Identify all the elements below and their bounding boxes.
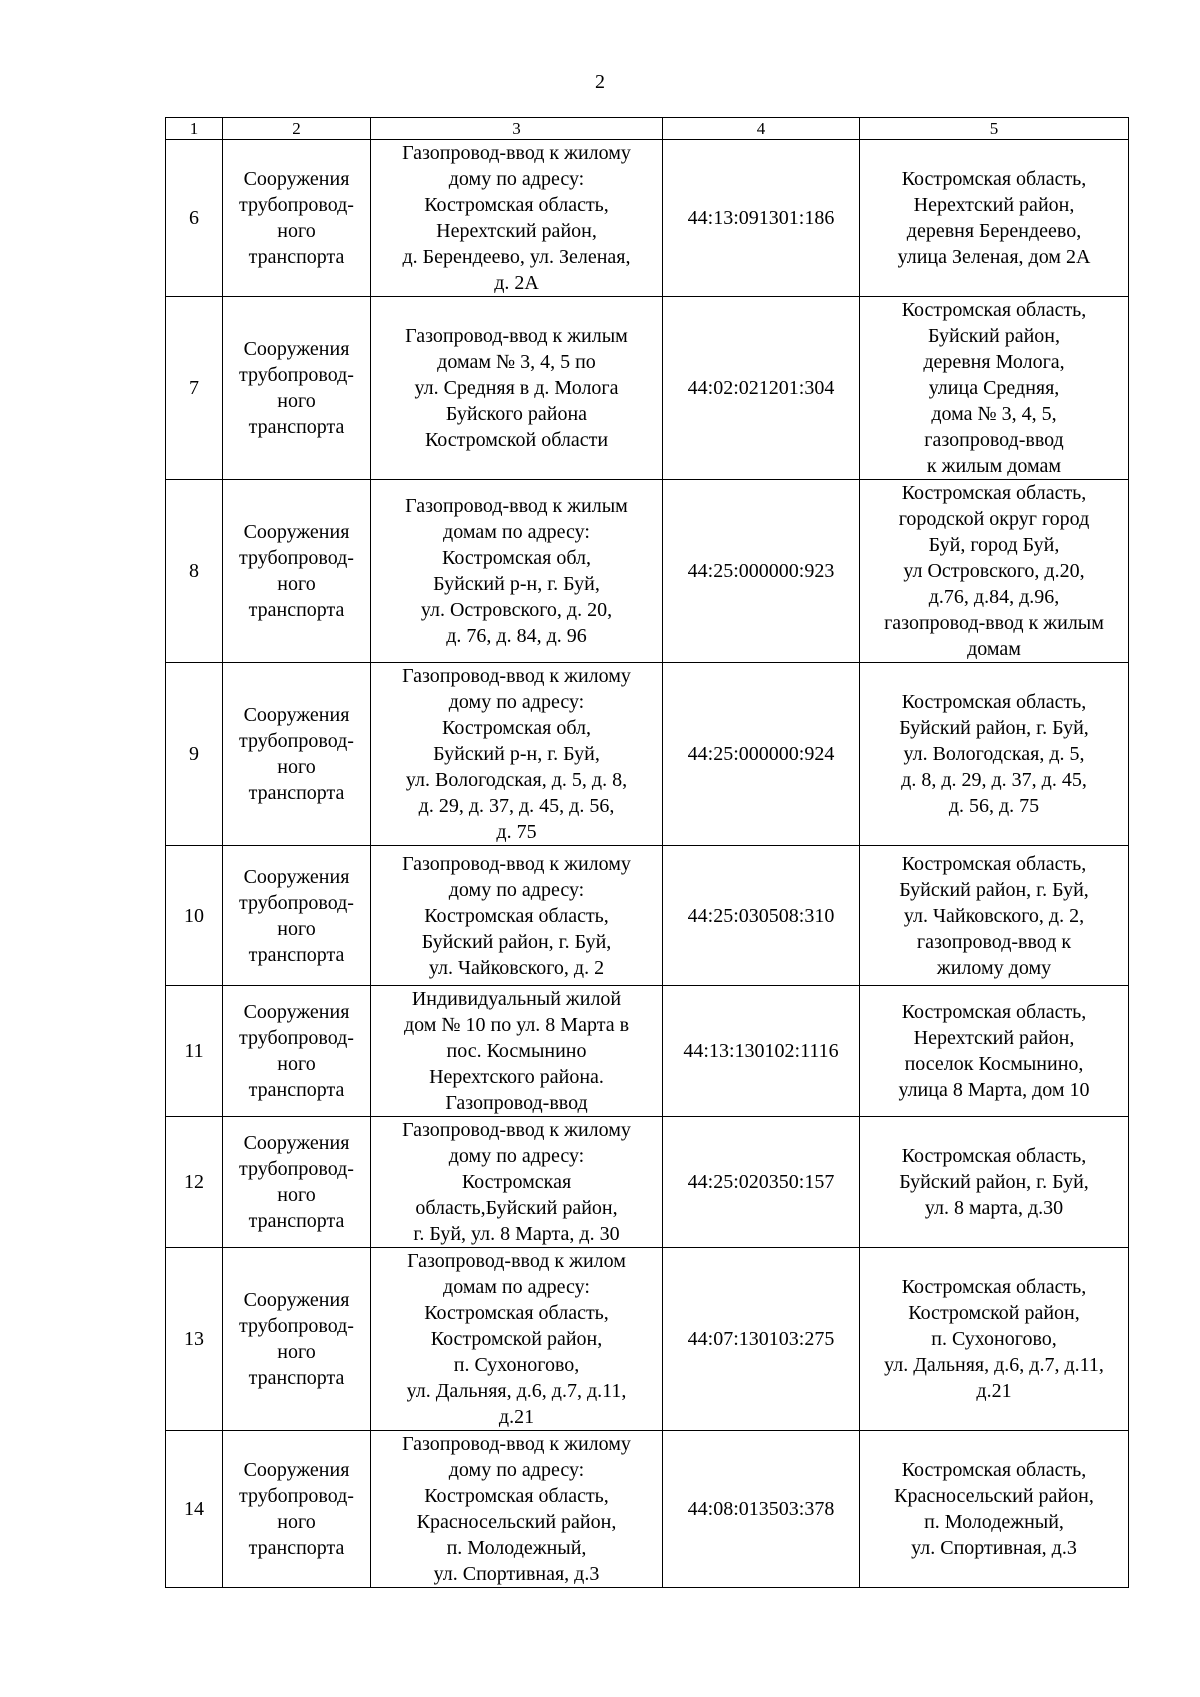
object-type-line: Сооружения (243, 1001, 350, 1023)
address-line: домам (967, 638, 1021, 660)
address-line: Костромская область, (901, 482, 1087, 504)
row-number-cell: 12 (166, 1117, 223, 1248)
object-name-line: д. Берендеево, ул. Зеленая, (402, 246, 631, 268)
object-name-line: Газопровод-ввод к жилому (402, 665, 631, 687)
object-type-line: Сооружения (243, 1459, 350, 1481)
address-line: Костромская область, (901, 1459, 1087, 1481)
address-line: Буйский район, г. Буй, (899, 717, 1089, 739)
object-name-line: Буйский р-н, г. Буй, (433, 743, 600, 765)
table-row (166, 140, 1129, 297)
object-name-line: д. 76, д. 84, д. 96 (446, 625, 587, 647)
object-type-line: ного (277, 1341, 316, 1363)
object-name-line: Буйский район, г. Буй, (421, 930, 612, 953)
object-name-line: Газопровод-ввод к жилым (405, 495, 628, 517)
cadastral-number-cell: 44:07:130103:275 (663, 1248, 860, 1431)
object-name-line: дому по адресу: (448, 1459, 585, 1481)
object-name-cell (371, 1431, 663, 1588)
object-type-cell (223, 986, 371, 1117)
object-name-line: Костромская область, (424, 194, 609, 216)
address-line: ул Островского, д.20, (903, 560, 1085, 582)
table-row (166, 1117, 1129, 1248)
address-line: ул. 8 марта, д.30 (924, 1197, 1064, 1219)
address-line: Красносельский район, (894, 1485, 1094, 1507)
object-name-line: Газопровод-ввод к жилому (402, 142, 631, 164)
object-name-cell (371, 846, 663, 986)
object-name-line: ул. Вологодская, д. 5, д. 8, (405, 769, 628, 791)
object-type-line: Сооружения (243, 338, 350, 360)
object-type-line: Сооружения (243, 521, 350, 543)
address-cell (860, 1248, 1129, 1431)
cadastral-number-cell: 44:13:130102:1116 (663, 986, 860, 1117)
address-line: поселок Космынино, (904, 1053, 1084, 1075)
address-line: газопровод-ввод (924, 429, 1064, 451)
object-name-line: Костромская обл, (441, 717, 591, 739)
row-number-cell: 10 (166, 846, 223, 986)
address-line: Костромская область, (901, 168, 1087, 190)
object-name-line: Костромской области (424, 429, 609, 451)
object-name-line: Красносельский район, (416, 1511, 617, 1533)
object-name-line: ул. Чайковского, д. 2 (428, 956, 605, 979)
cadastral-number-cell: 44:25:000000:923 (663, 480, 860, 663)
object-name-line: домам № 3, 4, 5 по (437, 351, 596, 373)
header-cell-1: 1 (166, 118, 223, 140)
address-line: д. 56, д. 75 (948, 795, 1040, 817)
object-type-cell (223, 1431, 371, 1588)
object-type-line: транспорта (248, 1537, 345, 1559)
address-line: к жилым домам (926, 455, 1062, 477)
row-number-cell: 9 (166, 663, 223, 846)
header-cell-4: 4 (663, 118, 860, 140)
object-type-line: трубопровод- (239, 1027, 354, 1049)
row-number-cell: 7 (166, 297, 223, 480)
object-name-line: Костромская область, (424, 1302, 609, 1324)
header-cell-2: 2 (223, 118, 371, 140)
object-type-cell (223, 1117, 371, 1248)
object-type-line: транспорта (248, 1079, 345, 1101)
object-type-line: Сооружения (243, 704, 350, 726)
object-type-line: трубопровод- (239, 730, 354, 752)
object-type-line: Сооружения (243, 1289, 350, 1311)
address-line: ул. Чайковского, д. 2, (903, 904, 1085, 927)
address-line: Буй, город Буй, (928, 534, 1060, 556)
object-type-line: транспорта (248, 1210, 345, 1232)
object-name-cell (371, 480, 663, 663)
address-line: п. Сухоногово, (931, 1328, 1057, 1350)
address-line: Буйский район, (928, 325, 1060, 347)
object-name-line: область,Буйский район, (415, 1197, 618, 1219)
object-name-line: домам по адресу: (443, 1276, 590, 1298)
object-type-line: ного (277, 390, 316, 412)
address-line: Костромская область, (901, 1001, 1087, 1023)
registry-table (165, 117, 1129, 1588)
object-name-cell (371, 663, 663, 846)
address-line: Костромская область, (901, 299, 1087, 321)
address-cell (860, 297, 1129, 480)
address-cell (860, 986, 1129, 1117)
object-name-line: Газопровод-ввод к жилому (402, 1119, 631, 1141)
object-type-line: ного (277, 573, 316, 595)
address-line: Костромская область, (901, 691, 1087, 713)
address-line: Костромская область, (901, 1276, 1087, 1298)
cadastral-number-cell: 44:25:000000:924 (663, 663, 860, 846)
object-name-line: д. 75 (496, 821, 537, 843)
object-type-line: трубопровод- (239, 1485, 354, 1507)
table-body (166, 118, 1129, 1588)
address-line: газопровод-ввод к жилым (884, 612, 1104, 634)
object-name-line: Костромской район, (430, 1328, 603, 1350)
object-type-cell (223, 297, 371, 480)
object-type-line: Сооружения (243, 865, 350, 888)
object-name-line: пос. Космынино (446, 1040, 587, 1062)
object-name-line: Буйский р-н, г. Буй, (433, 573, 600, 595)
object-type-line: транспорта (248, 782, 345, 804)
object-name-cell (371, 297, 663, 480)
object-type-line: ного (277, 1053, 316, 1075)
object-name-line: Костромская (461, 1171, 572, 1193)
object-name-line: Костромская область, (424, 904, 609, 927)
object-name-line: ул. Спортивная, д.3 (433, 1563, 600, 1585)
address-line: ул. Спортивная, д.3 (911, 1537, 1077, 1559)
object-type-cell (223, 846, 371, 986)
cadastral-number-cell: 44:25:020350:157 (663, 1117, 860, 1248)
address-line: ул. Вологодская, д. 5, (903, 743, 1085, 765)
object-type-line: трубопровод- (239, 1158, 354, 1180)
object-name-line: дому по адресу: (448, 168, 585, 190)
address-cell (860, 663, 1129, 846)
table-row (166, 480, 1129, 663)
table-row (166, 663, 1129, 846)
row-number-cell: 14 (166, 1431, 223, 1588)
address-line: Буйский район, г. Буй, (899, 878, 1089, 901)
table-header-row (166, 118, 1129, 140)
address-line: Костромская область, (901, 852, 1087, 875)
object-name-line: Газопровод-ввод к жилому (402, 852, 631, 875)
header-cell-3: 3 (371, 118, 663, 140)
table-row (166, 986, 1129, 1117)
object-name-cell (371, 140, 663, 297)
object-type-line: транспорта (248, 599, 345, 621)
object-name-line: Нерехтского района. (429, 1066, 604, 1088)
address-cell (860, 140, 1129, 297)
object-name-line: д. 2А (494, 272, 539, 294)
object-name-line: Буйского района (445, 403, 588, 425)
address-line: Нерехтский район, (913, 1027, 1075, 1049)
object-type-line: ного (277, 1511, 316, 1533)
object-type-line: ного (277, 917, 316, 940)
object-name-line: Костромская обл, (441, 547, 591, 569)
object-name-line: Индивидуальный жилой (411, 988, 622, 1010)
row-number-cell: 6 (166, 140, 223, 297)
address-line: городской округ город (898, 508, 1090, 530)
address-line: Буйский район, г. Буй, (899, 1171, 1089, 1193)
address-line: ул. Дальняя, д.6, д.7, д.11, (884, 1354, 1104, 1376)
object-name-line: домам по адресу: (443, 521, 590, 543)
object-type-cell (223, 663, 371, 846)
object-type-line: ного (277, 220, 316, 242)
object-type-line: трубопровод- (239, 1315, 354, 1337)
object-name-line: дому по адресу: (448, 691, 585, 713)
object-name-line: ул. Островского, д. 20, (420, 599, 613, 621)
address-line: газопровод-ввод к (916, 930, 1072, 953)
address-line: улица 8 Марта, дом 10 (898, 1079, 1090, 1101)
address-cell (860, 1117, 1129, 1248)
table-row (166, 846, 1129, 986)
object-type-line: транспорта (248, 1367, 345, 1389)
address-line: д. 8, д. 29, д. 37, д. 45, (901, 769, 1087, 791)
address-line: улица Зеленая, дом 2А (897, 246, 1091, 268)
object-name-line: п. Молодежный, (446, 1537, 587, 1559)
object-type-line: ного (277, 1184, 316, 1206)
object-name-line: Газопровод-ввод (445, 1092, 588, 1114)
address-line: Костромская область, (901, 1145, 1087, 1167)
object-name-cell (371, 1248, 663, 1431)
object-name-line: ул. Дальняя, д.6, д.7, д.11, (406, 1380, 627, 1402)
object-type-line: транспорта (248, 943, 345, 966)
object-type-line: транспорта (248, 246, 345, 268)
address-cell (860, 846, 1129, 986)
address-cell (860, 480, 1129, 663)
object-name-cell (371, 986, 663, 1117)
address-line: жилому дому (936, 956, 1052, 979)
object-type-line: трубопровод- (239, 547, 354, 569)
object-name-line: дому по адресу: (448, 1145, 585, 1167)
address-line: д.76, д.84, д.96, (928, 586, 1060, 608)
object-type-cell (223, 140, 371, 297)
object-type-line: трубопровод- (239, 194, 354, 216)
object-name-line: г. Буй, ул. 8 Марта, д. 30 (413, 1223, 620, 1245)
object-name-line: п. Сухоногово, (453, 1354, 580, 1376)
object-type-line: транспорта (248, 416, 345, 438)
row-number-cell: 8 (166, 480, 223, 663)
cadastral-number-cell: 44:25:030508:310 (663, 846, 860, 986)
address-line: Нерехтский район, (913, 194, 1075, 216)
object-name-line: Газопровод-ввод к жилому (402, 1433, 631, 1455)
address-line: п. Молодежный, (924, 1511, 1064, 1533)
object-type-cell (223, 1248, 371, 1431)
object-type-line: трубопровод- (239, 364, 354, 386)
address-line: улица Средняя, (928, 377, 1060, 399)
address-cell (860, 1431, 1129, 1588)
address-line: Костромской район, (908, 1302, 1080, 1324)
cadastral-number-cell: 44:13:091301:186 (663, 140, 860, 297)
object-name-line: Газопровод-ввод к жилом (407, 1250, 626, 1272)
object-name-line: дому по адресу: (448, 878, 585, 901)
object-name-line: д.21 (498, 1406, 535, 1428)
object-name-line: д. 29, д. 37, д. 45, д. 56, (418, 795, 615, 817)
address-line: деревня Берендеево, (906, 220, 1082, 242)
cadastral-number-cell: 44:08:013503:378 (663, 1431, 860, 1588)
table-row (166, 1248, 1129, 1431)
object-name-cell (371, 1117, 663, 1248)
address-line: деревня Молога, (923, 351, 1065, 373)
object-name-line: Газопровод-ввод к жилым (405, 325, 628, 347)
address-line: дома № 3, 4, 5, (931, 403, 1057, 425)
row-number-cell: 11 (166, 986, 223, 1117)
table-row (166, 297, 1129, 480)
address-line: д.21 (976, 1380, 1012, 1402)
object-type-line: ного (277, 756, 316, 778)
cadastral-number-cell: 44:02:021201:304 (663, 297, 860, 480)
object-type-line: Сооружения (243, 1132, 350, 1154)
object-name-line: ул. Средняя в д. Молога (414, 377, 619, 399)
header-cell-5: 5 (860, 118, 1129, 140)
row-number-cell: 13 (166, 1248, 223, 1431)
object-name-line: дом № 10 по ул. 8 Марта в (403, 1014, 630, 1036)
page-number: 2 (595, 71, 605, 93)
object-name-line: Нерехтский район, (436, 220, 597, 242)
object-type-line: Сооружения (243, 168, 350, 190)
object-type-line: трубопровод- (239, 891, 354, 914)
object-name-line: Костромская область, (424, 1485, 609, 1507)
table-row (166, 1431, 1129, 1588)
object-type-cell (223, 480, 371, 663)
